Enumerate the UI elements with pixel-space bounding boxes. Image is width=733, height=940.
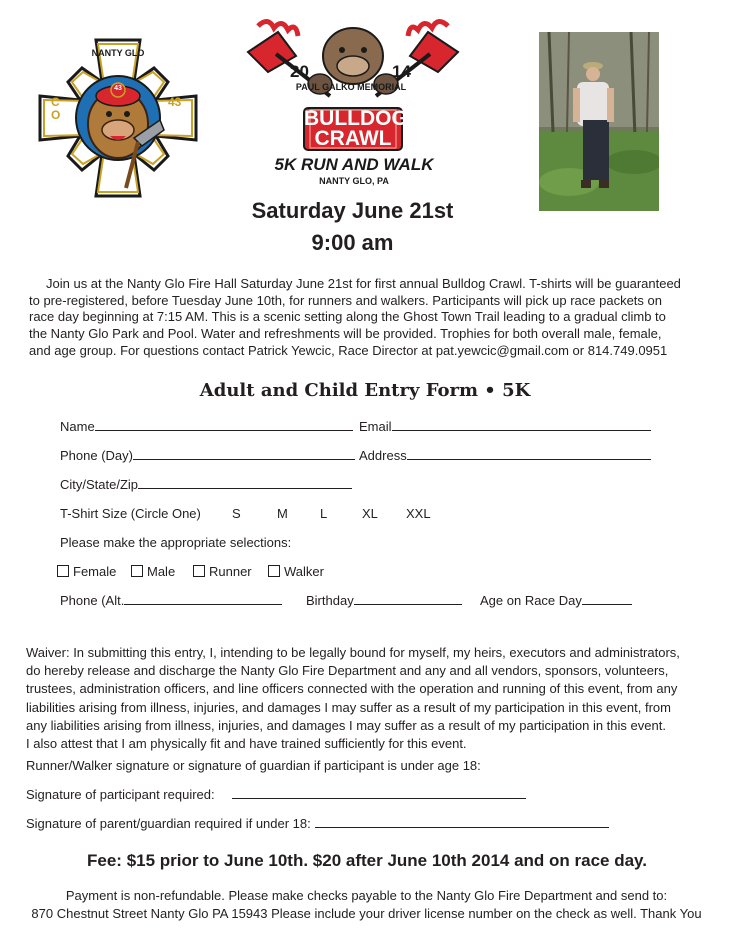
size-option-xxl[interactable]: XXL [406, 506, 431, 521]
participant-signature-line[interactable] [232, 787, 526, 799]
phone-alt-line[interactable] [124, 593, 282, 605]
waiver-text [26, 644, 680, 753]
logo-year-left: 20 [290, 62, 309, 81]
checkbox-box[interactable] [268, 565, 280, 577]
guardian-signature-field[interactable] [26, 816, 609, 831]
age-field[interactable] [480, 593, 632, 608]
logo-run-walk: 5K RUN AND WALK [274, 155, 434, 174]
guardian-signature-label: Signature of parent/guardian required if under 18: [26, 816, 311, 831]
intro-paragraph [29, 276, 719, 360]
checkbox-label: Male [147, 564, 176, 579]
checkbox-male[interactable] [131, 564, 175, 579]
birthday-field[interactable] [306, 593, 462, 608]
memorial-photo [539, 32, 659, 211]
city-state-zip-label: City/State/Zip [60, 477, 139, 492]
intro-line: and age group. For questions contact Patrick Yewcic, Race Director at pat.yewcic@gmail.com or 814.749.0951 [29, 342, 668, 358]
size-option-l[interactable]: L [320, 506, 328, 521]
waiver-line: any liabilities arising from illness, injuries, and damages I may suffer as a result of my participation in this event. [26, 717, 666, 733]
address-line[interactable] [407, 448, 651, 460]
email-field[interactable] [359, 419, 651, 434]
selections-label: Please make the appropriate selections: [60, 535, 292, 550]
logo-top-text: NANTY GLO [91, 48, 145, 58]
event-date: Saturday June 21st [251, 198, 454, 223]
fee-line: Fee: $15 prior to June 10th. $20 after June 10th 2014 and on race day. [87, 851, 647, 870]
checkbox-label: Female [73, 564, 117, 579]
name-label: Name [60, 419, 95, 434]
birthday-line[interactable] [354, 593, 462, 605]
size-option-m[interactable]: M [277, 506, 288, 521]
phone-day-label: Phone (Day) [60, 448, 133, 463]
logo-left-letters: CO [51, 95, 61, 122]
logo-right-digits: 43 [168, 95, 182, 109]
name-field[interactable] [60, 419, 353, 434]
size-option-s[interactable]: S [232, 506, 241, 521]
address-label: Address [359, 448, 407, 463]
age-line[interactable] [582, 593, 632, 605]
checkbox-walker[interactable] [268, 564, 324, 579]
age-label: Age on Race Day [480, 593, 582, 608]
waiver-line: do hereby release and discharge the Nanty Glo Fire Department and any and all vendors, sponsors, volunteers, [26, 663, 669, 679]
size-option-xl[interactable]: XL [362, 506, 378, 521]
logo-bulldog-word: BULLDOG [304, 107, 408, 130]
city-state-zip-field[interactable] [60, 477, 352, 492]
phone-day-field[interactable] [60, 448, 355, 463]
waiver-line: liabilities arising from illness, injuries, and damages I may suffer as a result of my participation in this event, from [26, 699, 671, 715]
participant-signature-field[interactable] [26, 787, 526, 802]
payment-line-2: 870 Chestnut Street Nanty Glo PA 15943 Please include your driver license number on the check as well. Thank You [31, 906, 702, 921]
checkbox-label: Runner [209, 564, 252, 579]
signature-intro: Runner/Walker signature or signature of guardian if participant is under age 18: [26, 758, 481, 773]
checkbox-runner[interactable] [193, 564, 252, 579]
guardian-signature-line[interactable] [315, 816, 609, 828]
logo-location: NANTY GLO, PA [319, 176, 389, 186]
phone-alt-label: Phone (Alt. [60, 593, 125, 608]
email-line[interactable] [392, 419, 651, 431]
phone-day-line[interactable] [133, 448, 355, 460]
checkbox-label: Walker [284, 564, 324, 579]
participant-signature-label: Signature of participant required: [26, 787, 215, 802]
checkbox-box[interactable] [131, 565, 143, 577]
city-state-zip-line[interactable] [138, 477, 352, 489]
birthday-label: Birthday [306, 593, 354, 608]
waiver-line: Waiver: In submitting this entry, I, intending to be legally bound for myself, my heirs, executors and administrators, [26, 645, 680, 660]
intro-line: race day beginning at 7:15 AM. This is a scenic setting along the Ghost Town Trail leading to a gradual climb to [29, 309, 666, 325]
waiver-line: I also attest that I am physically fit and have trained sufficiently for this event. [26, 736, 467, 752]
checkbox-box[interactable] [57, 565, 69, 577]
event-time: 9:00 am [311, 230, 394, 255]
form-title: Adult and Child Entry Form • 5K [199, 380, 531, 401]
email-label: Email [359, 419, 392, 434]
intro-line: the Nanty Glo Park and Pool. Water and refreshments will be provided. Trophies for both overall male, female, [29, 326, 662, 342]
logo-badge-number: 43 [114, 85, 122, 92]
waiver-line: trustees, administration officers, and line officers connected with the operation and running of this event, from any [26, 681, 678, 697]
tshirt-size-label: T-Shirt Size (Circle One) [60, 506, 201, 521]
payment-line-1: Payment is non-refundable. Please make checks payable to the Nanty Glo Fire Department and send to: [65, 888, 668, 903]
address-field[interactable] [359, 448, 651, 463]
intro-line: to pre-registered, before Tuesday June 10th, for runners and walkers. Participants will pick up race packets on [29, 292, 662, 308]
intro-line: Join us at the Nanty Glo Fire Hall Saturday June 21st for first annual Bulldog Crawl. T-shirts will be guaranteed [46, 276, 681, 291]
name-line[interactable] [95, 419, 353, 431]
checkbox-female[interactable] [57, 564, 116, 579]
logo-year-right: 14 [392, 62, 411, 81]
phone-alt-field[interactable] [60, 593, 282, 608]
checkbox-box[interactable] [193, 565, 205, 577]
logo-crawl-word: CRAWL [314, 127, 392, 150]
logo-memorial: PAUL GALKO MEMORIAL [295, 82, 407, 92]
